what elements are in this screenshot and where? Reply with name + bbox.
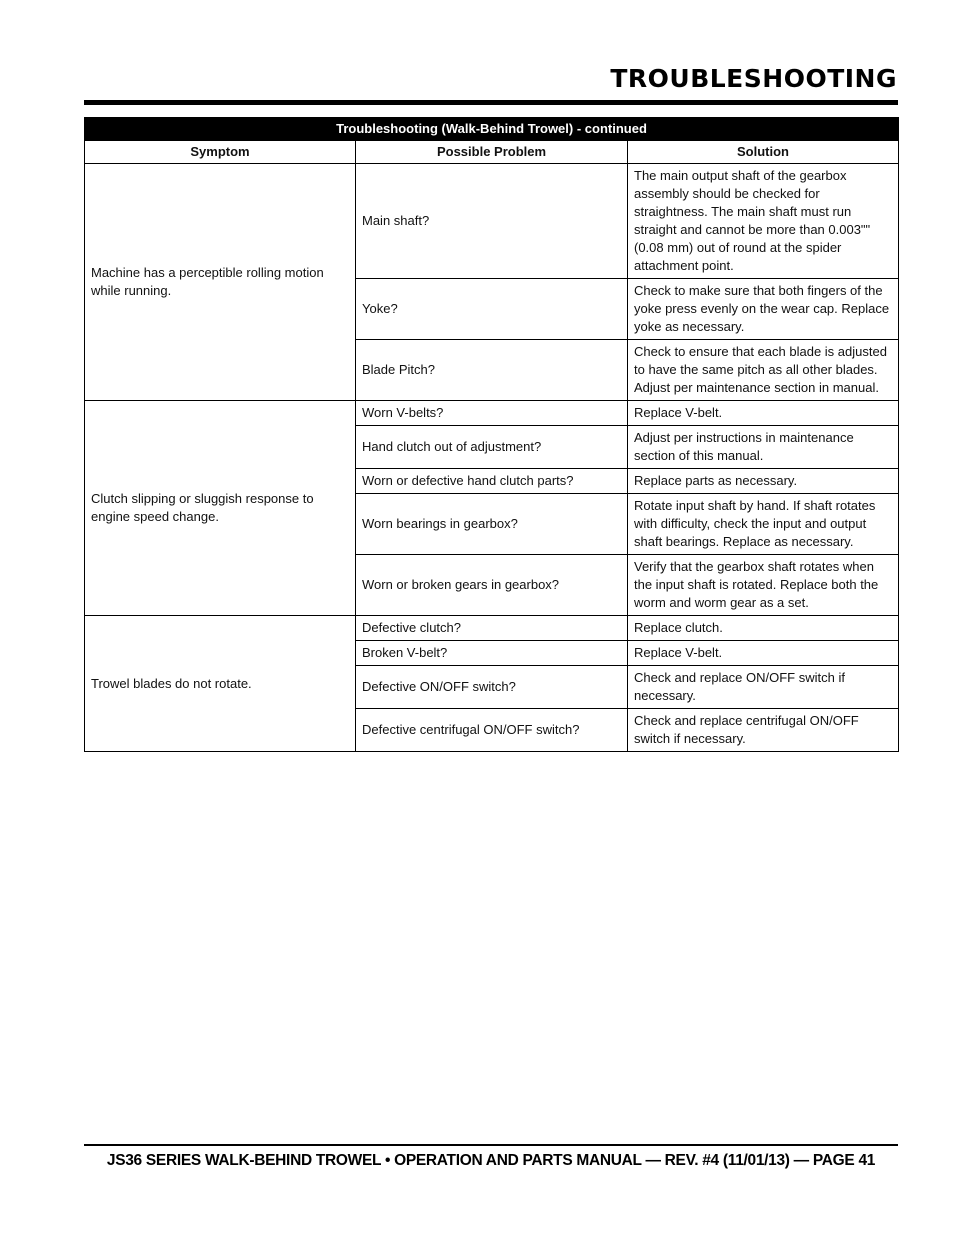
problem-cell: Yoke? (356, 279, 628, 340)
solution-cell: Check to ensure that each blade is adjusted to have the same pitch as all other blades. Adjust per maintenance section in manual. (628, 340, 899, 401)
problem-cell: Worn or defective hand clutch parts? (356, 469, 628, 494)
problem-cell: Hand clutch out of adjustment? (356, 426, 628, 469)
solution-cell: Check and replace centrifugal ON/OFF switch if necessary. (628, 709, 899, 752)
table-row (85, 401, 899, 426)
solution-cell: Check and replace ON/OFF switch if necessary. (628, 666, 899, 709)
solution-cell: Replace clutch. (628, 616, 899, 641)
problem-cell: Worn bearings in gearbox? (356, 494, 628, 555)
page-footer: JS36 SERIES WALK-BEHIND TROWEL • OPERATION AND PARTS MANUAL — REV. #4 (11/01/13) — PAGE 41 (106, 1152, 876, 1169)
problem-cell: Blade Pitch? (356, 340, 628, 401)
problem-cell: Main shaft? (356, 164, 628, 279)
column-header-possible-problem: Possible Problem (356, 141, 628, 164)
problem-cell: Defective ON/OFF switch? (356, 666, 628, 709)
problem-cell: Worn V-belts? (356, 401, 628, 426)
solution-cell: Replace V-belt. (628, 641, 899, 666)
problem-cell: Defective centrifugal ON/OFF switch? (356, 709, 628, 752)
page-title: TROUBLESHOOTING (610, 64, 897, 93)
solution-cell: Replace parts as necessary. (628, 469, 899, 494)
problem-cell: Worn or broken gears in gearbox? (356, 555, 628, 616)
solution-cell: Rotate input shaft by hand. If shaft rotates with difficulty, check the input and output shaft bearings. Replace as necessary. (628, 494, 899, 555)
problem-cell: Broken V-belt? (356, 641, 628, 666)
solution-cell: Adjust per instructions in maintenance section of this manual. (628, 426, 899, 469)
footer-rule (84, 1144, 898, 1146)
symptom-cell: Machine has a perceptible rolling motion while running. (85, 164, 356, 401)
solution-cell: The main output shaft of the gearbox assembly should be checked for straightness. The main shaft must run straight and cannot be more than 0.003"" (0.08 mm) out of round at the spider attachment point. (628, 164, 899, 279)
table-caption: Troubleshooting (Walk-Behind Trowel) - continued (85, 118, 899, 141)
symptom-cell: Clutch slipping or sluggish response to engine speed change. (85, 401, 356, 616)
table-row (85, 164, 899, 279)
column-header-symptom: Symptom (85, 141, 356, 164)
solution-cell: Replace V-belt. (628, 401, 899, 426)
column-header-solution: Solution (628, 141, 899, 164)
symptom-cell: Trowel blades do not rotate. (85, 616, 356, 752)
problem-cell: Defective clutch? (356, 616, 628, 641)
table-row (85, 616, 899, 641)
solution-cell: Check to make sure that both fingers of the yoke press evenly on the wear cap. Replace yoke as necessary. (628, 279, 899, 340)
solution-cell: Verify that the gearbox shaft rotates when the input shaft is rotated. Replace both the worm and worm gear as a set. (628, 555, 899, 616)
title-rule (84, 100, 898, 105)
troubleshooting-table (84, 117, 899, 752)
